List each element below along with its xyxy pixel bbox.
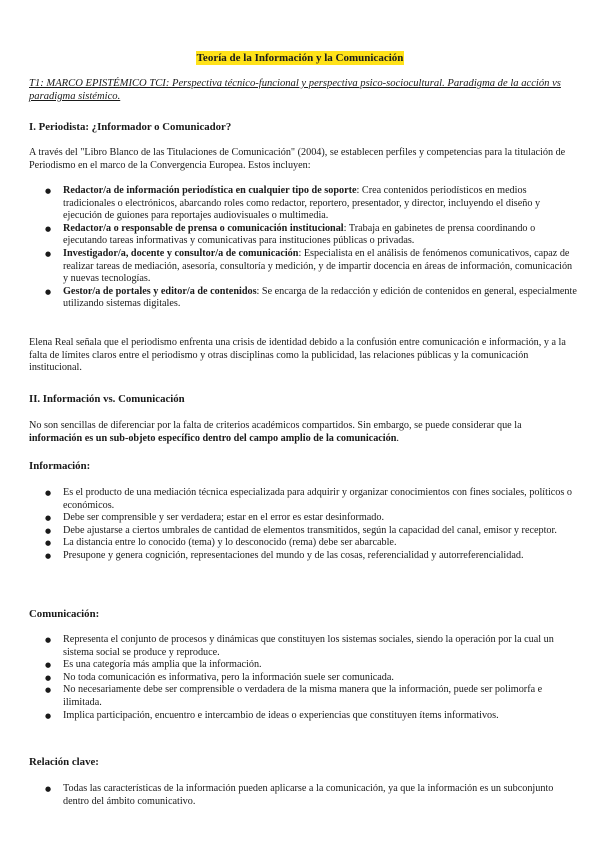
info-heading: Información: [29,460,91,472]
list-item: ● Todas las características de la información pueden aplicarse a la comunicación, ya que la información es un subconjunto dentro del ámbito comunicativo. [29,783,577,808]
com-list [29,634,577,722]
section-2-intro [29,420,577,445]
section-1-closing: Elena Real señala que el periodismo enfrenta una crisis de identidad debido a la confusión entre comunicación e información, y a la falta de límites claros entre el periodismo y otras disciplinas como la publicidad, las relaciones públicas y la comunicación institucional. [29,337,566,374]
role-description: : Especialista en el análisis de fenómenos comunicativos, capaz de realizar tareas de mediación, asesoría, consultoría y medición, y de impartir docencia en áreas de información, comunicación y nuevas tecnologías. [63,247,573,285]
list-item: ● No toda comunicación es informativa, pero la información suele ser comunicada. [29,672,577,685]
intro-end: . [396,432,399,444]
roles-list [29,185,577,311]
list-item [29,248,577,286]
section-1-heading: I. Periodista: ¿Informador o Comunicador? [29,121,232,133]
list-item: ● Representa el conjunto de procesos y dinámicas que constituyen los sistemas sociales, siendo la operación por la cual un sistema social se produce y reproduce. [29,634,577,659]
list-item: ● Es el producto de una mediación técnica especializada para adquirir y organizar conocimientos con fines sociales, políticos o económicos. [29,487,577,512]
role-description: : Crea contenidos periodísticos en medios tradicionales o electrónicos, abarcando roles como redactor, reportero, presentador, y director, incluyendo el diseño y ejecución de guiones para reportajes audiovisuales o multimedia. [63,185,541,222]
section-1-intro: A través del "Libro Blanco de las Titulaciones de Comunicación" (2004), se establecen perfiles y competencias para la titulación de Periodismo en el marco de la Convergencia Europea. Estos incluyen: [29,147,566,171]
list-item: ● Es una categoría más amplia que la información. [29,659,577,672]
list-item: ● Debe ajustarse a ciertos umbrales de cantidad de elementos transmitidos, según la capacidad del canal, emisor y receptor. [29,525,577,538]
intro-text: No son sencillas de diferenciar por la falta de criterios académicos compartidos. Sin embargo, se puede considerar que la [29,420,522,431]
role-title: Gestor/a de portales y editor/a de contenidos [63,285,257,297]
intro-highlight: información es un sub-objeto específico dentro del campo amplio de la comunicación [29,432,397,444]
title-row [0,52,600,66]
list-item: ● Debe ser comprensible y ser verdadera; estar en el error es estar desinformado. [29,512,577,525]
list-item: ● Presupone y genera cognición, representaciones del mundo y de las cosas, referencialidad y autorreferencialidad. [29,550,577,563]
list-item: ● La distancia entre lo conocido (tema) y lo desconocido (rema) debe ser abarcable. [29,537,577,550]
key-heading: Relación clave: [29,756,99,768]
info-list [29,487,577,563]
list-item [29,185,577,223]
role-title: Redactor/a o responsable de prensa o comunicación institucional [63,222,344,234]
key-list [29,783,577,808]
page-subtitle: T1: MARCO EPISTÉMICO TCI: Perspectiva técnico-funcional y perspectiva psico-sociocultural. Paradigma de la acción vs paradigma sistémico. [29,78,561,102]
list-item [29,286,577,311]
page-title: Teoría de la Información y la Comunicación [196,52,404,64]
com-heading: Comunicación: [29,608,100,620]
list-item [29,223,577,248]
role-title: Investigador/a, docente y consultor/a de comunicación [63,247,299,259]
role-description: : Trabaja en gabinetes de prensa coordinando o ejecutando tareas informativas y comunicativas para instituciones públicas o privadas. [63,222,536,247]
list-item: ● No necesariamente debe ser comprensible o verdadera de la misma manera que la información, puede ser polimorfa e ilimitada. [29,684,577,709]
section-2-heading: II. Información vs. Comunicación [29,393,185,405]
role-description: : Se encarga de la redacción y edición de contenidos en general, especialmente utilizando sistemas digitales. [63,285,577,310]
list-item: ● Implica participación, encuentro e intercambio de ideas o experiencias que constituyen ítems informativos. [29,710,577,723]
role-title: Redactor/a de información periodística en cualquier tipo de soporte [63,185,357,196]
